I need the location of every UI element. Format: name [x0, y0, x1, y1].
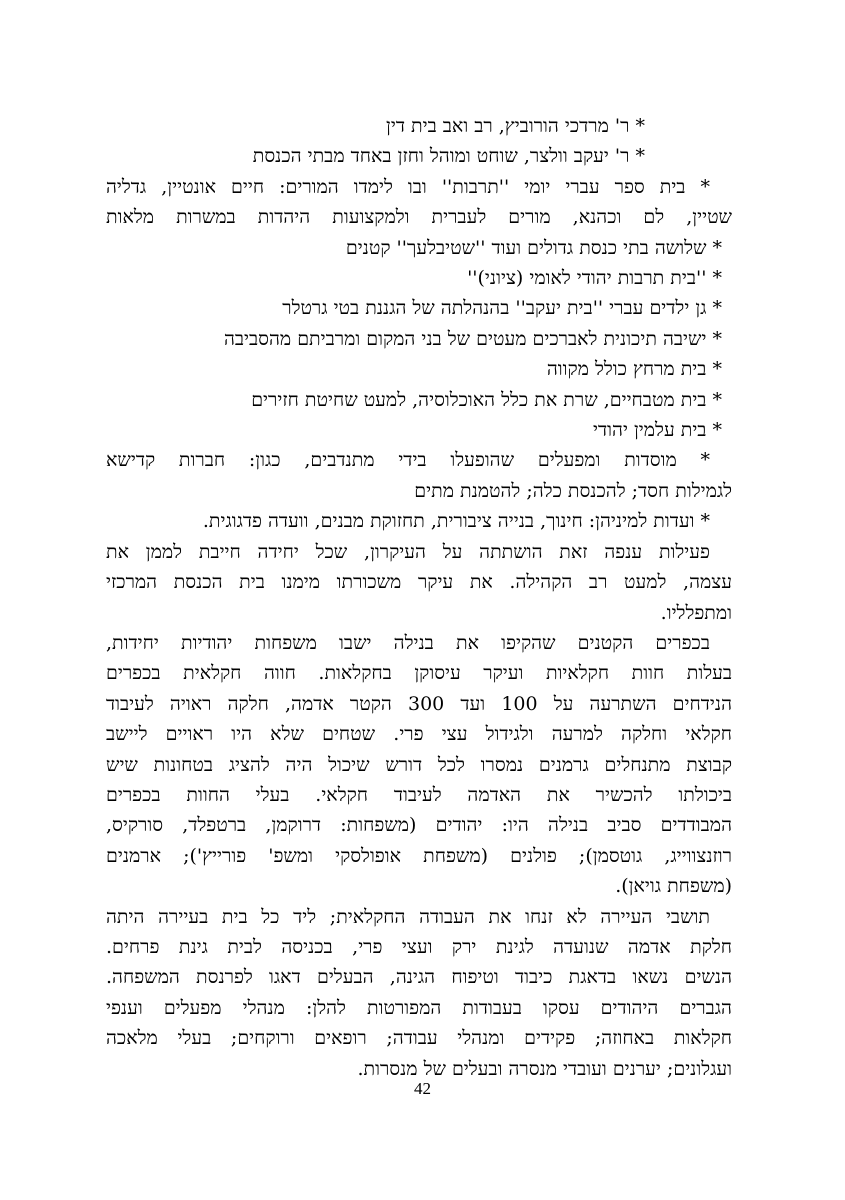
body-text: [106, 111, 732, 1084]
text-line: חלקת אדמה שנועדה לגינת ירק ועצי פרי, בכניסה לבית גינת פרחים.: [106, 935, 732, 958]
text-line: * בית מרחץ כולל מקווה: [546, 358, 722, 381]
text-line: המבודדים סביב בנילה היו: יהודים (משפחות: דרוקמן, ברטפלד, סורקיס,: [106, 814, 732, 837]
text-line: * בית מטבחיים, שרת את כלל האוכלוסיה, למעט שחיטת חזירים: [251, 388, 722, 411]
text-line: קבוצת מתנחלים גרמנים נמסרו לכל דורש שיכול היה להציג בטחונות שיש: [106, 753, 732, 776]
text-line: הנידחים השתרעה על 100 ועד 300 הקטר אדמה, חלקה ראויה לעיבוד: [106, 692, 732, 715]
page-number: 42: [414, 1079, 431, 1098]
text-line: עצמה, למעט רב הקהילה. את עיקר משכורתו מימנו בית הכנסת המרכזי: [106, 571, 732, 594]
text-line: ומתפלליו.: [660, 601, 732, 624]
text-line: רוזנצווייג, גוטסמן); פולנים (משפחת אופולסקי ומשפ' פורייץ'); ארמנים: [106, 844, 732, 867]
text-line: הגברים היהודים עסקו בעבודות המפורטות להלן: מנהלי מפעלים וענפי: [106, 996, 732, 1019]
text-line: חקלאות באחוזה; פקידים ומנהלי עבודה; רופאים ורוקחים; בעלי מלאכה: [106, 1027, 732, 1050]
text-line: ביכולתו להכשיר את האדמה לעיבוד חקלאי. בעלי החוות בכפרים: [106, 783, 732, 806]
text-line: פעילות ענפה זאת הושתתה על העיקרון, שכל יחידה חייבת לממן את: [106, 540, 710, 563]
text-line: * ''בית תרבות יהודי לאומי (ציוני)'': [467, 267, 722, 290]
text-line: * ועדות למיניהן: חינוך, בנייה ציבורית, תחזוקת מבנים, וועדה פדגוגית.: [202, 510, 710, 533]
text-line: בכפרים הקטנים שהקיפו את בנילה ישבו משפחות יהודיות יחידות,: [106, 631, 710, 654]
text-line: * שלושה בתי כנסת גדולים ועוד ''שטיבלעך'' קטנים: [345, 236, 722, 259]
text-line: (משפחת גויאן).: [615, 875, 732, 898]
text-line: * ישיבה תיכונית לאברכים מעטים של בני המקום ומרביתם מהסביבה: [223, 327, 722, 350]
text-line: חקלאי וחלקה למרעה ולגידול עצי פרי. שטחים שלא היו ראויים ליישב: [106, 723, 732, 746]
text-line: * מוסדות ומפעלים שהופעלו בידי מתנדבים, כגון: חברות קדישא: [106, 449, 710, 472]
text-line: * בית ספר עברי יומי ''תרבות'' ובו לימדו המורים: חיים אונטיין, גדליה: [106, 175, 710, 198]
text-line: * ר' מרדכי הורוביץ, רב ואב בית דין: [386, 115, 645, 137]
text-line: * גן ילדים עברי ''בית יעקב'' בהנהלתה של הגננת בטי גרטלר: [282, 297, 722, 320]
text-line: לגמילות חסד; להכנסת כלה; להטמנת מתים: [414, 479, 732, 502]
text-line: הנשים נשאו בדאגת כיבוד וטיפוח הגינה, הבעלים דאגו לפרנסת המשפחה.: [106, 966, 732, 989]
text-line: * בית עלמין יהודי: [593, 419, 722, 442]
text-line: תושבי העיירה לא זנחו את העבודה החקלאית; ליד כל בית בעיירה היתה: [106, 905, 710, 928]
text-line: שטיין, לם וכהנא, מורים לעברית ולמקצועות היהדות במשרות מלאות: [106, 206, 732, 229]
text-line: בעלות חוות חקלאיות ועיקר עיסוקן בחקלאות. חווה חקלאית בכפרים: [106, 662, 732, 685]
text-line: ועגלונים; יערנים ועובדי מנסרה ובעלים של מנסרות.: [357, 1057, 732, 1080]
text-line: * ר' יעקב וולצר, שוחט ומוהל וחזן באחד מבתי הכנסת: [252, 145, 645, 168]
